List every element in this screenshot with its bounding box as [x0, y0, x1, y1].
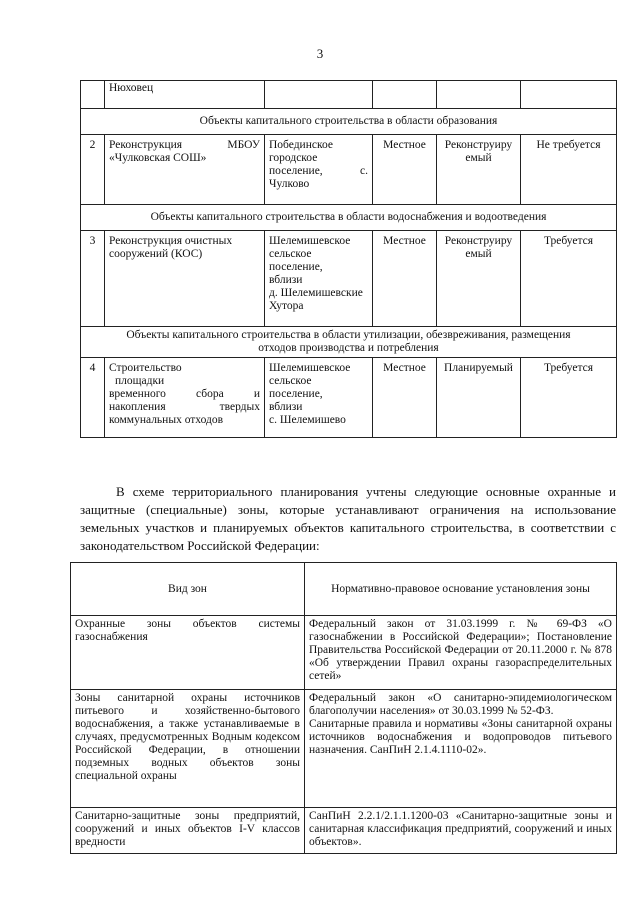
row-number: 4: [81, 358, 105, 438]
object-requirement: Требуется: [521, 358, 617, 438]
body-paragraph: В схеме территориального планирования учтены следующие основные охранные и защитные (специальные) зоны, которые устанавливают ограничения на использование земельных участков и планируемых объектов капитального строительства, в соответствии с законодательством Российской Федерации:: [80, 484, 616, 553]
section-title: Объекты капитального строительства в области водоснабжения и водоотведения: [81, 205, 617, 231]
object-significance: Местное: [373, 135, 437, 205]
section-header-row: [81, 327, 617, 358]
object-name: Строительство площадки временного сбора и накопления твердых коммунальных отходов: [105, 358, 265, 438]
table-cell: [265, 81, 373, 109]
protected-zones-table: [70, 562, 617, 854]
page-number: 3: [316, 46, 324, 61]
column-header-legal-basis: Нормативно-правовое основание установления зоны: [305, 563, 617, 616]
table-row: [81, 231, 617, 327]
section-title: Объекты капитального строительства в области образования: [81, 109, 617, 135]
object-location: Побединское городское поселение, с. Чулково: [265, 135, 373, 205]
table-row: [81, 135, 617, 205]
table-row: [81, 81, 617, 109]
object-name: Реконструкция очистных сооружений (КОС): [105, 231, 265, 327]
legal-basis: Федеральный закон «О санитарно-эпидемиологическом благополучии населения» от 30.03.1999 № 52-ФЗ. Санитарные правила и нормативы «Зоны санитарной охраны источников водоснабжения и водопроводов питьевого назначения. СанПиН 2.1.4.1110-02».: [305, 690, 617, 808]
table-cell: [437, 81, 521, 109]
object-name: Реконструкция МБОУ «Чулковская СОШ»: [105, 135, 265, 205]
row-number: 2: [81, 135, 105, 205]
object-location: Шелемишевское сельское поселение, вблизи д. Шелемишевские Хутора: [265, 231, 373, 327]
table-cell: [81, 81, 105, 109]
column-header-zone-type: Вид зон: [71, 563, 305, 616]
zone-type: Санитарно-защитные зоны предприятий, сооружений и иных объектов I-V классов вредности: [71, 808, 305, 854]
table-cell: Нюховец: [105, 81, 265, 109]
object-significance: Местное: [373, 231, 437, 327]
object-status: Планируемый: [437, 358, 521, 438]
table-row: [71, 616, 617, 690]
zone-type: Зоны санитарной охраны источников питьевого и хозяйственно-бытового водоснабжения, а также устанавливаемые в случаях, предусмотренных Водным кодексом Российской Федерации, в отношении подземных водных объектов зоны специальной охраны: [71, 690, 305, 808]
zone-type: Охранные зоны объектов системы газоснабжения: [71, 616, 305, 690]
object-location: Шелемишевское сельское поселение, вблизи с. Шелемишево: [265, 358, 373, 438]
legal-basis: Федеральный закон от 31.03.1999 г. № 69-ФЗ «О газоснабжении в Российской Федерации»; Постановление Правительства Российской Федерации от 20.11.2000 г. № 878 «Об утверждении Правил охраны газораспределительных сетей»: [305, 616, 617, 690]
table-header-row: [71, 563, 617, 616]
object-status: Реконструиру емый: [437, 135, 521, 205]
table-row: [71, 808, 617, 854]
row-number: 3: [81, 231, 105, 327]
object-requirement: Не требуется: [521, 135, 617, 205]
legal-basis: СанПиН 2.2.1/2.1.1.1200-03 «Санитарно-защитные зоны и санитарная классификация предприятий, сооружений и иных объектов».: [305, 808, 617, 854]
section-title: Объекты капитального строительства в области утилизации, обезвреживания, размещения отходов производства и потребления: [81, 327, 617, 358]
section-header-row: [81, 109, 617, 135]
table-row: [71, 690, 617, 808]
object-requirement: Требуется: [521, 231, 617, 327]
table-cell: [521, 81, 617, 109]
object-significance: Местное: [373, 358, 437, 438]
object-status: Реконструиру емый: [437, 231, 521, 327]
section-header-row: [81, 205, 617, 231]
table-cell: [373, 81, 437, 109]
table-row: [81, 358, 617, 438]
capital-construction-table: [80, 80, 617, 438]
